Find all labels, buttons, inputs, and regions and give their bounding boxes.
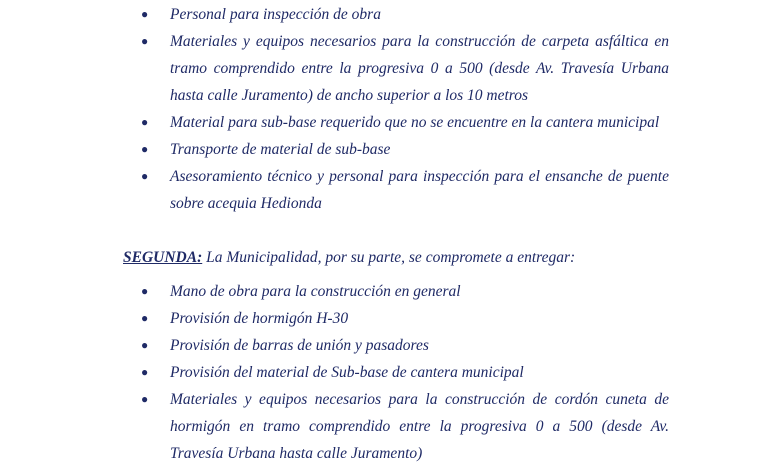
list-item [0, 332, 779, 359]
list-item-text: Materiales y equipos necesarios para la construcción de cordón cuneta de hormigón en tramo comprendido entre la progresiva 0 a 500 (desde Av. Travesía Urbana hasta calle Juramento) [170, 391, 669, 462]
list-item-text: Asesoramiento técnico y personal para inspección para el ensanche de puente sobre acequia Hedionda [170, 168, 669, 212]
list-item [0, 136, 779, 163]
bullet-icon: ● [141, 338, 149, 352]
clause-text: La Municipalidad, por su parte, se compromete a entregar: [202, 249, 576, 266]
clause-label: SEGUNDA: [123, 249, 203, 266]
list-item [0, 1, 779, 28]
list-item-text: Mano de obra para la construcción en general [170, 283, 461, 300]
bullet-icon: ● [141, 311, 149, 325]
list-item [0, 278, 779, 305]
list-item-text: Provisión de hormigón H-30 [170, 310, 349, 327]
bullet-icon: ● [141, 284, 149, 298]
first-bullet-list [0, 1, 779, 217]
list-item [0, 305, 779, 332]
list-item [0, 359, 779, 386]
list-item-text: Transporte de material de sub-base [170, 141, 391, 158]
bullet-icon: ● [141, 34, 149, 48]
list-item [0, 109, 779, 136]
clause-segunda [123, 244, 683, 271]
list-item-text: Provisión del material de Sub-base de cantera municipal [170, 364, 524, 381]
bullet-icon: ● [141, 142, 149, 156]
list-item [0, 386, 779, 467]
list-item-text: Materiales y equipos necesarios para la construcción de carpeta asfáltica en tramo comprendido entre la progresiva 0 a 500 (desde Av. Travesía Urbana hasta calle Juramento) de ancho superior a los 10 metros [170, 33, 669, 104]
second-bullet-list [0, 278, 779, 467]
list-item [0, 28, 779, 109]
bullet-icon: ● [141, 169, 149, 183]
list-item-text: Personal para inspección de obra [170, 6, 381, 23]
list-item [0, 163, 779, 217]
list-item-text: Provisión de barras de unión y pasadores [170, 337, 429, 354]
bullet-icon: ● [141, 115, 149, 129]
list-item-text: Material para sub-base requerido que no se encuentre en la cantera municipal [170, 114, 660, 131]
bullet-icon: ● [141, 392, 149, 406]
bullet-icon: ● [141, 365, 149, 379]
bullet-icon: ● [141, 7, 149, 21]
